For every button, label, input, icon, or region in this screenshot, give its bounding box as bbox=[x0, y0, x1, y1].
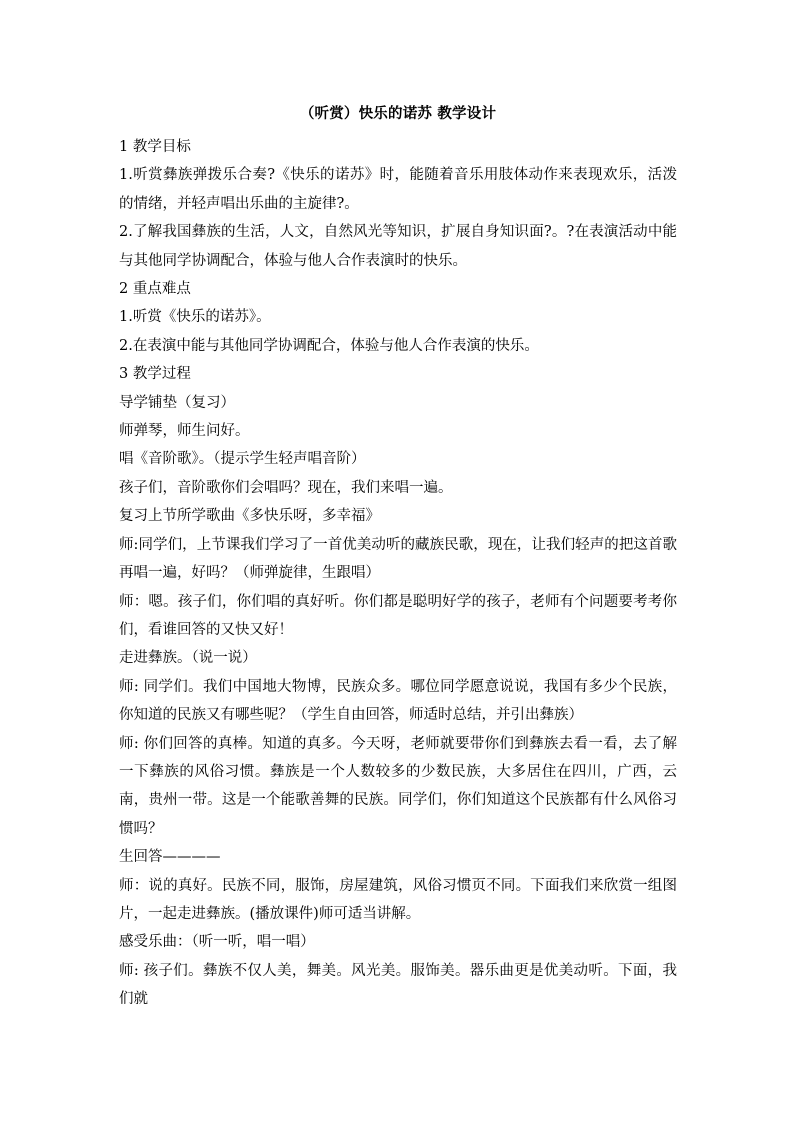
section-heading-objectives: 1 教学目标 bbox=[119, 139, 191, 155]
paragraph: 1.听赏《快乐的诺苏》。 bbox=[119, 309, 271, 326]
paragraph: 感受乐曲：（听一听，唱一唱） bbox=[119, 934, 315, 951]
document-page bbox=[119, 100, 677, 1014]
paragraph: 1.听赏彝族弹拨乐合奏?《快乐的诺苏》时，能随着音乐用肢体动作来表现欢乐，活泼的情绪，并轻声唱出乐曲的主旋律?。 bbox=[119, 167, 677, 212]
paragraph: 师: 孩子们。彝族不仅人美，舞美。风光美。服饰美。器乐曲更是优美动听。下面，我们就 bbox=[119, 962, 677, 1008]
paragraph: 唱《音阶歌》。（提示学生轻声唱音阶） bbox=[119, 451, 366, 468]
paragraph: 2.在表演中能与其他同学协调配合，体验与他人合作表演的快乐。 bbox=[119, 337, 539, 354]
paragraph: 师：说的真好。民族不同，服饰，房屋建筑，风俗习惯页不同。下面我们来欣赏一组图片，一起走进彝族。(播放课件)师可适当讲解。 bbox=[119, 877, 677, 922]
paragraph: 孩子们，音阶歌你们会唱吗？现在，我们来唱一遍。 bbox=[119, 479, 453, 496]
section-heading-key-points: 2 重点难点 bbox=[119, 281, 191, 298]
paragraph: 复习上节所学歌曲《多快乐呀，多幸福》 bbox=[119, 508, 380, 525]
paragraph: 2.了解我国彝族的生活，人文，自然风光等知识，扩展自身知识面?。?在表演活动中能与其他同学协调配合，体验与他人合作表演时的快乐。 bbox=[119, 224, 677, 269]
paragraph: 师: 同学们。我们中国地大物博，民族众多。哪位同学愿意说说，我国有多少个民族，你知道的民族又有哪些呢？（学生自由回答，师适时总结，并引出彝族） bbox=[119, 678, 677, 724]
paragraph: 师弹琴，师生问好。 bbox=[119, 423, 250, 440]
paragraph: 导学铺垫（复习） bbox=[119, 394, 235, 411]
paragraph: 师：嗯。孩子们，你们唱的真好听。你们都是聪明好学的孩子，老师有个问题要考考你们，看谁回答的又快又好！ bbox=[119, 593, 677, 638]
document-title: （听赏）快乐的诺苏 教学设计 bbox=[299, 105, 497, 122]
paragraph: 师:同学们，上节课我们学习了一首优美动听的藏族民歌，现在，让我们轻声的把这首歌再唱一遍，好吗？（师弹旋律，生跟唱） bbox=[119, 536, 677, 582]
section-heading-process: 3 教学过程 bbox=[119, 366, 191, 383]
paragraph: 师: 你们回答的真棒。知道的真多。今天呀，老师就要带你们到彝族去看一看，去了解一下彝族的风俗习惯。彝族是一个人数较多的少数民族，大多居住在四川，广西，云南，贵州一带。这是一个能歌善舞的民族。同学们，你们知道这个民族都有什么风俗习惯吗？ bbox=[119, 735, 677, 837]
paragraph: 走进彝族。（说一说） bbox=[119, 650, 257, 667]
paragraph: 生回答———— bbox=[119, 849, 221, 866]
